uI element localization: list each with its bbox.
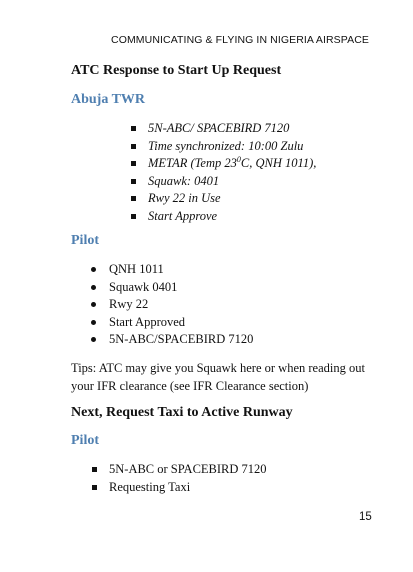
speaker-pilot-1: Pilot: [71, 233, 99, 248]
square-bullet-icon: [131, 179, 136, 184]
list-item: 5N-ABC or SPACEBIRD 7120: [109, 461, 267, 479]
tips-paragraph: Tips: ATC may give you Squawk here or when reading out your IFR clearance (see IFR Clearance section): [71, 361, 365, 393]
square-bullet-icon: [131, 196, 136, 201]
atc-response-list: [148, 120, 316, 225]
square-bullet-icon: [131, 126, 136, 131]
square-bullet-icon: [92, 467, 97, 472]
page-number: 15: [359, 511, 372, 523]
square-bullet-icon: [131, 161, 136, 166]
square-bullet-icon: [131, 214, 136, 219]
square-bullet-icon: [131, 144, 136, 149]
speaker-abuja-twr: Abuja TWR: [71, 92, 146, 107]
list-item: Rwy 22 in Use: [148, 190, 316, 208]
list-item: METAR (Temp $23^0C$, QNH 1011),: [148, 155, 316, 173]
list-item: 5N-ABC/SPACEBIRD 7120: [109, 331, 253, 349]
list-item: Start Approve: [148, 208, 316, 226]
heading-request-taxi: Next, Request Taxi to Active Runway: [71, 405, 293, 420]
list-item: Squawk: 0401: [148, 173, 316, 191]
round-bullet-icon: [91, 320, 96, 325]
round-bullet-icon: [91, 302, 96, 307]
running-header: COMMUNICATING & FLYING IN NIGERIA AIRSPACE: [111, 34, 369, 46]
heading-atc-response: ATC Response to Start Up Request: [71, 63, 282, 78]
list-item: Start Approved: [109, 314, 253, 332]
list-item: Rwy 22: [109, 296, 253, 314]
list-item: Requesting Taxi: [109, 479, 267, 497]
round-bullet-icon: [91, 337, 96, 342]
list-item: Squawk 0401: [109, 279, 253, 297]
list-item: 5N-ABC/ SPACEBIRD 7120: [148, 120, 316, 138]
speaker-pilot-2: Pilot: [71, 433, 99, 448]
pilot-readback-list: [109, 261, 253, 349]
round-bullet-icon: [91, 285, 96, 290]
list-item: Time synchronized: 10:00 Zulu: [148, 138, 316, 156]
square-bullet-icon: [92, 485, 97, 490]
list-item: QNH 1011: [109, 261, 253, 279]
round-bullet-icon: [91, 267, 96, 272]
taxi-request-list: [109, 461, 267, 496]
